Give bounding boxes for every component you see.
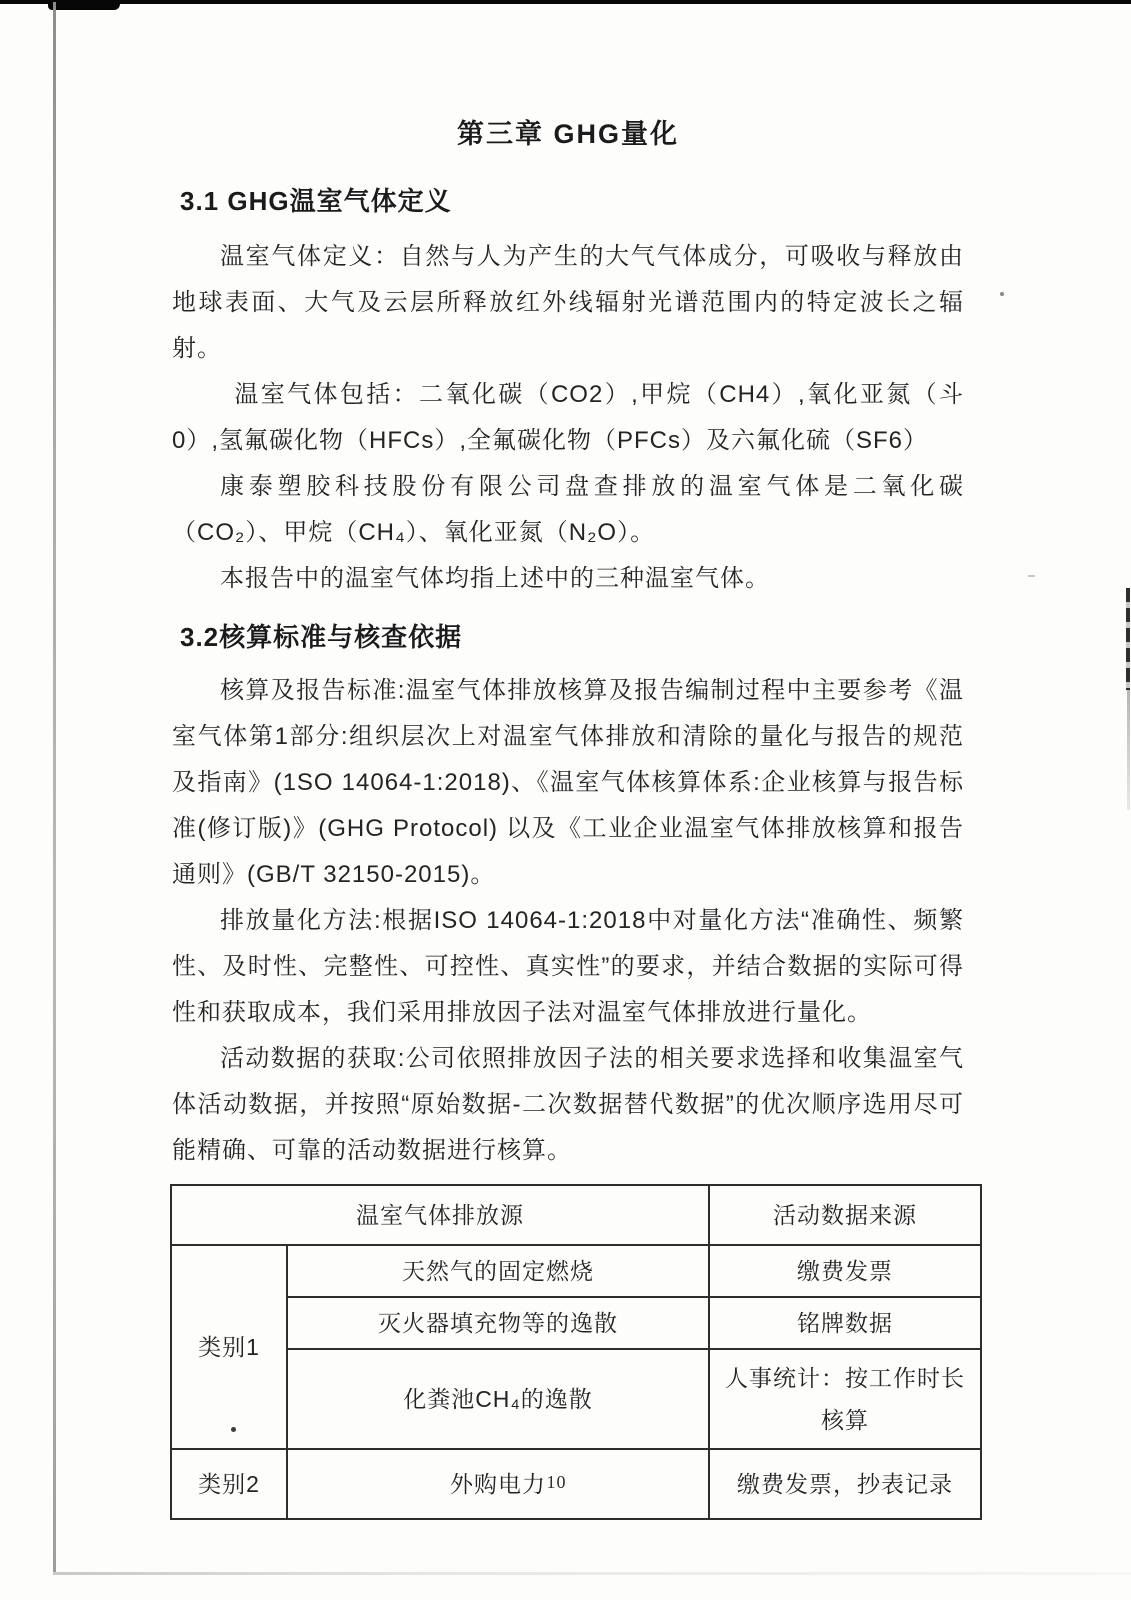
page-content: [172, 112, 964, 1520]
emission-source-cell: 外购电力: [287, 1449, 709, 1519]
category-2-cell: 类别2: [171, 1449, 287, 1519]
emission-source-cell: 灭火器填充物等的逸散: [287, 1297, 709, 1349]
data-source-cell: 铭牌数据: [709, 1297, 981, 1349]
table-row: [171, 1297, 981, 1349]
table-header-row: [171, 1185, 981, 1245]
data-source-cell: 缴费发票: [709, 1245, 981, 1297]
activity-data-paragraph: 活动数据的获取:公司依照排放因子法的相关要求选择和收集温室气体活动数据，并按照“原始数据-二次数据替代数据”的优次顺序选用尽可能精确、可靠的活动数据进行核算。: [172, 1045, 964, 1164]
quantification-method-paragraph: 排放量化方法:根据ISO 14064-1:2018中对量化方法“准确性、频繁性、及时性、完整性、可控性、真实性”的要求，并结合数据的实际可得性和获取成本，我们采用排放因子法对温室气体排放进行量化。: [172, 907, 964, 1026]
data-source-cell: 人事统计：按工作时长核算: [709, 1349, 981, 1449]
table-row: [171, 1349, 981, 1449]
scan-artifact-binding-line: [53, 2, 56, 1574]
scan-artifact-top-edge: [0, 0, 1131, 4]
accounting-standards-paragraph: 核算及报告标准:温室气体排放核算及报告编制过程中主要参考《温室气体第1部分:组织层次上对温室气体排放和清除的量化与报告的规范及指南》(1SO 14064-1:2018)、《温室气体核算体系:企业核算与报告标准(修订版)》(GHG Protocol) 以及《工业企业温室气体排放核算和报告通则》(GB/T 32150-2015)。: [172, 677, 964, 888]
scan-speck: [1000, 292, 1004, 296]
emission-source-cell: 天然气的固定燃烧: [287, 1245, 709, 1297]
scan-artifact-top-blob: [48, 0, 120, 10]
data-source-cell: 缴费发票，抄表记录: [709, 1449, 981, 1519]
chapter-title: 第三章 GHG量化: [456, 119, 679, 149]
category-1-cell: 类别1: [171, 1245, 287, 1449]
section-3-2-heading: 3.2核算标准与核查依据: [180, 622, 463, 652]
report-scope-paragraph: 本报告中的温室气体均指上述中的三种温室气体。: [220, 565, 770, 592]
page-number: 10: [546, 1472, 567, 1492]
scan-artifact-right-mark: [1126, 588, 1130, 690]
emission-source-cell: 化粪池CH₄的逸散: [287, 1349, 709, 1449]
company-gases-paragraph: 康泰塑胶科技股份有限公司盘查排放的温室气体是二氧化碳（CO₂）、甲烷（CH₄）、氧化亚氮（N₂O）。: [172, 473, 964, 546]
table-row: [171, 1245, 981, 1297]
emission-source-table: [170, 1184, 982, 1520]
ghg-definition-paragraph: 温室气体定义：自然与人为产生的大气气体成分，可吸收与释放由地球表面、大气及云层所释放红外线辐射光谱范围内的特定波长之辐射。: [172, 243, 964, 362]
scan-artifact-right-smudge: [1127, 690, 1130, 810]
table-header-data-source: 活动数据来源: [709, 1185, 981, 1245]
scan-artifact-bottom-edge: [53, 1572, 1131, 1575]
table-header-emission-source: 温室气体排放源: [171, 1185, 709, 1245]
section-3-1-heading: 3.1 GHG温室气体定义: [180, 186, 452, 216]
scan-speck: [1028, 575, 1035, 577]
ghg-gas-list-paragraph: 温室气体包括：二氧化碳（CO2）,甲烷（CH4）,氧化亚氮（斗0）,氢氟碳化物（HFCs）,全氟碳化物（PFCs）及六氟化硫（SF6）: [172, 381, 964, 454]
